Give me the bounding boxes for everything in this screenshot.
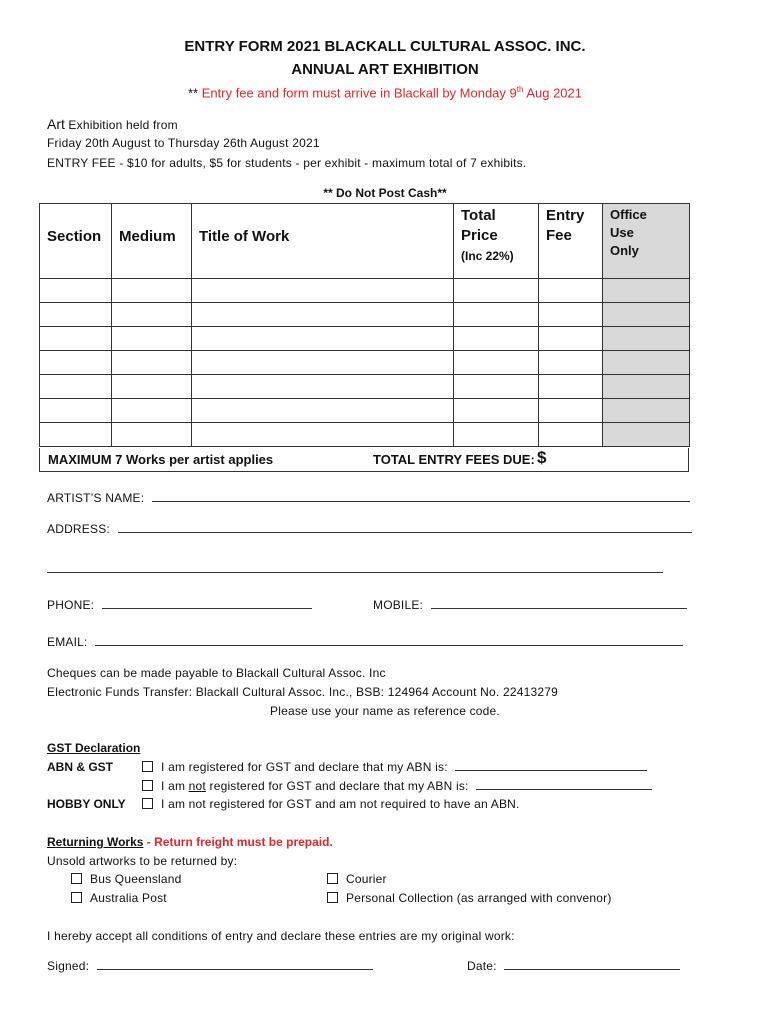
cell-office-use	[603, 351, 690, 375]
checkbox-icon[interactable]	[71, 892, 82, 903]
entry-table	[39, 203, 690, 447]
mobile-line[interactable]	[431, 598, 687, 609]
max-works-note: MAXIMUM 7 Works per artist applies	[48, 452, 274, 467]
cell-office-use	[603, 327, 690, 351]
cell-section[interactable]	[40, 399, 112, 423]
signed-field[interactable]: Signed:	[47, 959, 373, 973]
cell-title[interactable]	[192, 279, 454, 303]
cell-office-use	[603, 375, 690, 399]
declaration-text: I hereby accept all conditions of entry and declare these entries are my original work:	[47, 929, 515, 943]
checkbox-icon[interactable]	[142, 798, 153, 809]
cell-entry-fee[interactable]	[539, 399, 603, 423]
checkbox-icon[interactable]	[142, 780, 153, 791]
table-row	[40, 399, 690, 423]
checkbox-icon[interactable]	[71, 873, 82, 884]
table-row	[40, 351, 690, 375]
cell-total-price[interactable]	[454, 375, 539, 399]
cell-title[interactable]	[192, 327, 454, 351]
cell-medium[interactable]	[112, 423, 192, 447]
cell-entry-fee[interactable]	[539, 375, 603, 399]
address-line-2[interactable]	[47, 572, 663, 573]
cell-medium[interactable]	[112, 327, 192, 351]
table-row	[40, 423, 690, 447]
cell-total-price[interactable]	[454, 327, 539, 351]
cell-title[interactable]	[192, 351, 454, 375]
return-option-courier[interactable]: Courier	[327, 872, 387, 886]
checkbox-icon[interactable]	[327, 873, 338, 884]
cheques-info: Cheques can be made payable to Blackall Cultural Assoc. Inc	[47, 666, 386, 680]
cell-entry-fee[interactable]	[539, 303, 603, 327]
cell-entry-fee[interactable]	[539, 351, 603, 375]
hobby-only-label: HOBBY ONLY	[47, 797, 126, 811]
address-line-1[interactable]	[118, 522, 692, 533]
cell-entry-fee[interactable]	[539, 279, 603, 303]
return-option-personal[interactable]: Personal Collection (as arranged with convenor)	[327, 891, 612, 905]
col-total-price: Total Price (Inc 22%)	[454, 204, 539, 279]
cell-entry-fee[interactable]	[539, 423, 603, 447]
cell-section[interactable]	[40, 375, 112, 399]
cell-section[interactable]	[40, 303, 112, 327]
cell-title[interactable]	[192, 399, 454, 423]
col-section: Section	[40, 204, 112, 279]
table-header-row	[40, 204, 690, 279]
col-title-of-work: Title of Work	[192, 204, 454, 279]
gst-option-registered[interactable]: I am registered for GST and declare that my ABN is:	[142, 760, 647, 774]
cell-medium[interactable]	[112, 351, 192, 375]
phone-field[interactable]: PHONE:	[47, 598, 312, 612]
table-row	[40, 375, 690, 399]
table-row	[40, 303, 690, 327]
return-option-post[interactable]: Australia Post	[71, 891, 167, 905]
return-option-bus[interactable]: Bus Queensland	[71, 872, 182, 886]
returning-works-heading: Returning Works - Return freight must be prepaid.	[47, 835, 333, 849]
artist-name-line[interactable]	[152, 491, 690, 502]
cell-total-price[interactable]	[454, 423, 539, 447]
cell-total-price[interactable]	[454, 399, 539, 423]
address-field[interactable]: ADDRESS:	[47, 522, 692, 536]
cell-section[interactable]	[40, 327, 112, 351]
intro-line-2: Friday 20th August to Thursday 26th August 2021	[47, 136, 320, 150]
total-fees-label: TOTAL ENTRY FEES DUE:	[373, 452, 535, 467]
cell-medium[interactable]	[112, 279, 192, 303]
abn-gst-label: ABN & GST	[47, 760, 113, 774]
gst-option-not-registered[interactable]: I am not registered for GST and declare that my ABN is:	[142, 779, 652, 793]
date-line[interactable]	[504, 959, 680, 970]
cell-total-price[interactable]	[454, 303, 539, 327]
email-line[interactable]	[95, 635, 683, 646]
gst-option-hobby[interactable]: I am not registered for GST and am not required to have an ABN.	[142, 797, 520, 811]
col-entry-fee: Entry Fee	[539, 204, 603, 279]
table-footer	[39, 448, 689, 472]
cell-title[interactable]	[192, 375, 454, 399]
abn-line-2[interactable]	[476, 779, 652, 790]
total-fees-currency[interactable]: $	[537, 448, 547, 467]
cell-office-use	[603, 303, 690, 327]
date-field[interactable]: Date:	[467, 959, 680, 973]
intro-line-1: Art Exhibition held from	[47, 116, 178, 132]
no-cash-notice: ** Do Not Post Cash**	[323, 186, 447, 200]
form-subtitle: ANNUAL ART EXHIBITION	[291, 61, 479, 78]
artist-name-field[interactable]: ARTIST’S NAME:	[47, 491, 690, 505]
cell-office-use	[603, 279, 690, 303]
return-intro: Unsold artworks to be returned by:	[47, 854, 238, 868]
cell-total-price[interactable]	[454, 351, 539, 375]
cell-medium[interactable]	[112, 303, 192, 327]
table-row	[40, 327, 690, 351]
reference-info: Please use your name as reference code.	[270, 704, 500, 718]
checkbox-icon[interactable]	[142, 761, 153, 772]
cell-title[interactable]	[192, 303, 454, 327]
eft-info: Electronic Funds Transfer: Blackall Cultural Assoc. Inc., BSB: 124964 Account No. 22413279	[47, 685, 558, 699]
cell-section[interactable]	[40, 423, 112, 447]
cell-total-price[interactable]	[454, 279, 539, 303]
signature-line[interactable]	[97, 959, 373, 970]
cell-medium[interactable]	[112, 399, 192, 423]
cell-medium[interactable]	[112, 375, 192, 399]
phone-line[interactable]	[102, 598, 312, 609]
cell-section[interactable]	[40, 351, 112, 375]
entry-fee-info: ENTRY FEE - $10 for adults, $5 for students - per exhibit - maximum total of 7 exhibits.	[47, 156, 527, 170]
checkbox-icon[interactable]	[327, 892, 338, 903]
cell-office-use	[603, 423, 690, 447]
abn-line-1[interactable]	[455, 760, 647, 771]
cell-section[interactable]	[40, 279, 112, 303]
mobile-field[interactable]: MOBILE:	[373, 598, 687, 612]
cell-title[interactable]	[192, 423, 454, 447]
cell-entry-fee[interactable]	[539, 327, 603, 351]
deadline-notice: ** Entry fee and form must arrive in Blackall by Monday 9th Aug 2021	[188, 85, 582, 101]
email-field[interactable]: EMAIL:	[47, 635, 683, 649]
cell-office-use	[603, 399, 690, 423]
form-title: ENTRY FORM 2021 BLACKALL CULTURAL ASSOC. INC.	[184, 38, 586, 55]
table-row	[40, 279, 690, 303]
gst-heading: GST Declaration	[47, 741, 141, 755]
col-office-use: Office Use Only	[603, 204, 690, 279]
col-medium: Medium	[112, 204, 192, 279]
